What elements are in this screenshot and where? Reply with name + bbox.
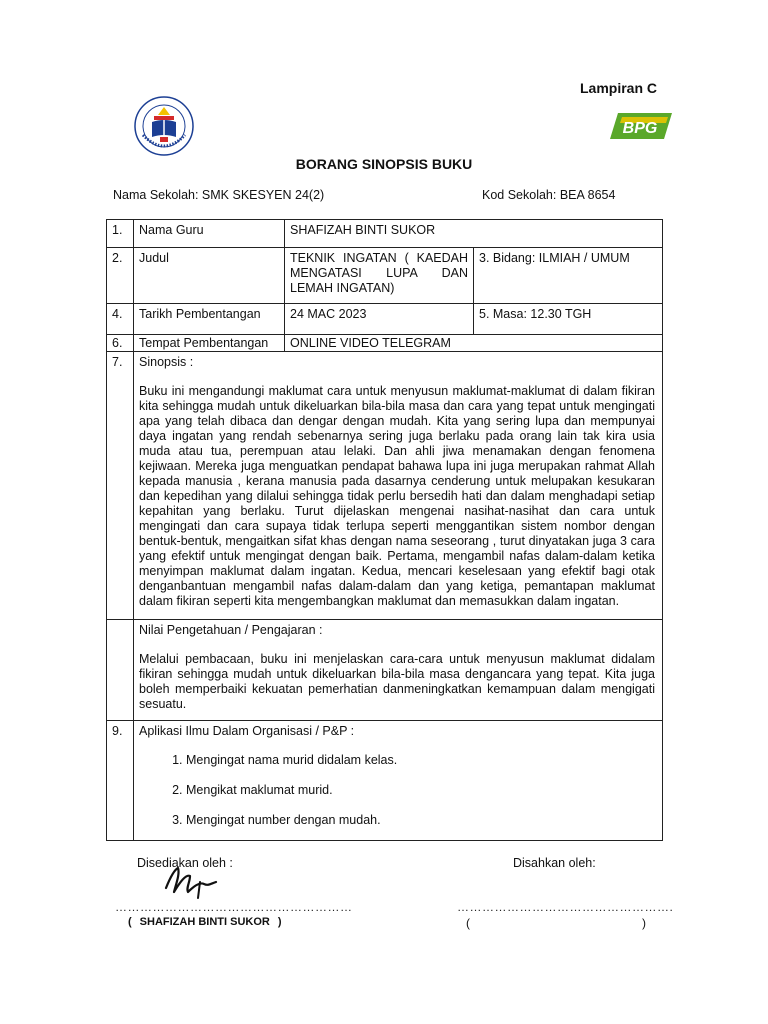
- row-aplikasi: [107, 721, 663, 841]
- field-label: Nama Guru: [134, 220, 285, 248]
- preparer-name-text: SHAFIZAH BINTI SUKOR: [139, 916, 270, 928]
- masa-value: 5. Masa: 12.30 TGH: [474, 304, 663, 335]
- field-label: Judul: [134, 248, 285, 304]
- bidang-value: 3. Bidang: ILMIAH / UMUM: [474, 248, 663, 304]
- venue-value: ONLINE VIDEO TELEGRAM: [285, 335, 663, 352]
- row-number: 1.: [107, 220, 134, 248]
- title-value: TEKNIK INGATAN ( KAEDAH MENGATASI LUPA DAN LEMAH INGATAN): [285, 248, 474, 304]
- list-item: 3. Mengingat number dengan mudah.: [186, 813, 657, 828]
- aplikasi-cell: [134, 721, 663, 841]
- synopsis-form-table: [106, 219, 663, 841]
- row-tarikh: [107, 304, 663, 335]
- application-list: [139, 753, 657, 828]
- signature-line-right: …………………………………………….: [457, 900, 674, 914]
- row-judul: [107, 248, 663, 304]
- form-title: BORANG SINOPSIS BUKU: [295, 156, 473, 172]
- row-nama-guru: [107, 220, 663, 248]
- field-label: Tarikh Pembentangan: [134, 304, 285, 335]
- row-number: 2.: [107, 248, 134, 304]
- field-label: Tempat Pembentangan: [134, 335, 285, 352]
- row-number: 4.: [107, 304, 134, 335]
- preparer-name: [128, 916, 282, 928]
- date-value: 24 MAC 2023: [285, 304, 474, 335]
- approver-paren-close: ): [642, 916, 646, 930]
- svg-text:BPG: BPG: [622, 120, 658, 137]
- synopsis-text: Buku ini mengandungi maklumat cara untuk menyusun maklumat-maklumat di dalam fikiran kita sehingga mudah untuk dikeluarkan bila-bila masa dan cara yang tepat untuk mengingati apa yang telah dibaca dan dengar dengan mudah. Kita yang sering lupa dan mempunyai daya ingatan yang rendah sebenarnya sering juga berlaku pada orang lain tak kira usia muda atau tua, perempuan atau lelaki. Dan ahli jiwa menamakan dengan fenomena kejiwaan. Mereka juga menguatkan pendapat bahawa lupa ini juga merupakan rahmat Allah kepada manusia , kerana manusia pada dasarnya cenderung untuk melupakan kesukaran dan kepedihan yang dilalui sehingga tidak perlu bersedih hati dan dalam menghadapi setiap kepahitan yang berlaku. Turut dijelaskan mengenai nasihat-nasihat dan cara untuk mengingati dan cara supaya tidak terlupa seperti menggantikan sistem nombor dengan bentuk-bentuk, mengaitkan sifat khas dengan nama seseorang , turut dinyatakan juga 3 cara yang efektif untuk mengingat dengan baik. Pertama, mengambil nafas dalam-dalam ketika menyimpan maklumat dalam ingatan. Kedua, mencari keselesaan yang efektif bagi otak denganbantuan mengambil nafas dalam-dalam dan yang ketiga, pemantapan maklumat dalam fikiran seperti kita mengembangkan maklumat dan memasukkan dalam ingatan.: [139, 384, 655, 608]
- school-name: Nama Sekolah: SMK SKESYEN 24(2): [113, 188, 325, 202]
- signature: [160, 858, 220, 902]
- prepared-by-label: Disediakan oleh :: [137, 856, 233, 870]
- paren-close: ): [277, 916, 282, 928]
- approver-paren-open: (: [466, 916, 470, 930]
- teacher-name-value: SHAFIZAH BINTI SUKOR: [285, 220, 663, 248]
- paren-open: (: [128, 916, 132, 928]
- field-label: Sinopsis :: [139, 355, 194, 369]
- approved-by-label: Disahkan oleh:: [513, 856, 596, 870]
- bpg-logo: [610, 108, 674, 144]
- nilai-text: Melalui pembacaan, buku ini menjelaskan cara-cara untuk menyusun maklumat didalam fikiran sehingga mudah untuk dikeluarkan bila-bila masa dengancara yang tepat. Kita juga boleh memperbaiki kekuatan pemerhatian danmeningkatkan kemampuan dalam mengigati sesuatu.: [139, 652, 655, 711]
- list-item: 2. Mengikat maklumat murid.: [186, 783, 657, 798]
- row-number: 7.: [107, 352, 134, 620]
- kpm-logo: [133, 95, 195, 157]
- lampiran-label: Lampiran C: [580, 80, 658, 96]
- row-sinopsis: [107, 352, 663, 620]
- list-item: 1. Mengingat nama murid didalam kelas.: [186, 753, 657, 768]
- row-number: 9.: [107, 721, 134, 841]
- school-code: Kod Sekolah: BEA 8654: [482, 188, 616, 202]
- synopsis-cell: [134, 352, 663, 620]
- nilai-cell: [134, 620, 663, 721]
- signature-line-left: …………………………………………………: [115, 900, 353, 914]
- row-number: [107, 620, 134, 721]
- field-label: Aplikasi Ilmu Dalam Organisasi / P&P :: [139, 724, 355, 738]
- row-tempat: [107, 335, 663, 352]
- field-label: Nilai Pengetahuan / Pengajaran :: [139, 623, 323, 637]
- row-nilai: [107, 620, 663, 721]
- row-number: 6.: [107, 335, 134, 352]
